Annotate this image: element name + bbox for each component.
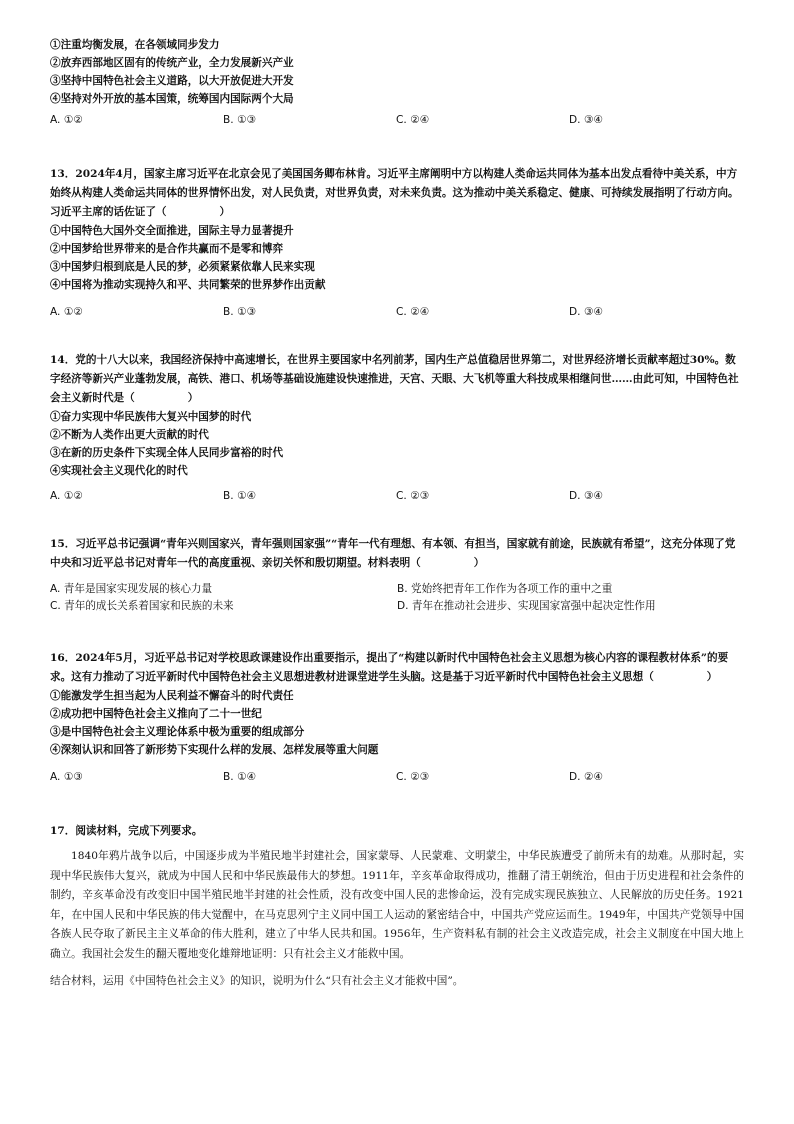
- question-14: [50, 351, 744, 505]
- q14-option-a[interactable]: A. ①②: [50, 490, 83, 502]
- q15-option-a[interactable]: A. 青年是国家实现发展的核心力量: [50, 583, 213, 595]
- q14-option-d[interactable]: D. ③④: [569, 490, 603, 502]
- q12-option-c[interactable]: C. ②④: [396, 114, 430, 126]
- q12-statement-1: ①注重均衡发展，在各领域同步发力: [50, 39, 220, 51]
- q14-statement-3: ③在新的历史条件下实现全体人民同步富裕的时代: [50, 447, 284, 459]
- q16-options: [50, 769, 744, 786]
- q16-stem: 16．2024年5月，习近平总书记对学校思政课建设作出重要指示，提出了“构建以新时代中国特色社会主义思想为核心内容的课程教材体系”的要求。这有力推动了习近平新时代中国特色社会主义思想进教材进课堂进学生头脑。这是基于习近平新时代中国特色社会主义思想（ ）: [50, 652, 729, 683]
- q15-option-c[interactable]: C. 青年的成长关系着国家和民族的未来: [50, 600, 234, 612]
- q14-options: [50, 488, 744, 505]
- question-12: [50, 36, 744, 129]
- q15-option-d[interactable]: D. 青年在推动社会进步、实现国家富强中起决定性作用: [397, 600, 656, 612]
- q12-statement-2: ②放弃西部地区固有的传统产业，全力发展新兴产业: [50, 57, 294, 69]
- q12-statement-3: ③坚持中国特色社会主义道路，以大开放促进大开发: [50, 75, 294, 87]
- question-16: [50, 649, 744, 786]
- question-13: [50, 165, 744, 321]
- q15-option-b[interactable]: B. 党始终把青年工作作为各项工作的重中之重: [397, 583, 613, 595]
- q13-stem: 13．2024年4月，国家主席习近平在北京会见了美国国务卿布林肯。习近平主席阐明中方以构建人类命运共同体为基本出发点看待中美关系，中方始终从构建人类命运共同体的世界情怀出发，对人民负责，对世界负责，对未来负责。这为推动中美关系稳定、健康、可持续发展指明了行动方向。习近平主席的话佐证了（ ）: [50, 168, 739, 218]
- q12-options: [50, 112, 744, 129]
- q17-stem: 17．阅读材料，完成下列要求。: [50, 825, 203, 837]
- exam-page: [50, 36, 744, 1096]
- q13-options: [50, 304, 744, 321]
- q13-option-b[interactable]: B. ①③: [223, 306, 256, 318]
- q16-option-d[interactable]: D. ②④: [569, 771, 603, 783]
- q14-statement-2: ②不断为人类作出更大贡献的时代: [50, 429, 209, 441]
- q12-option-b[interactable]: B. ①③: [223, 114, 256, 126]
- q14-statement-1: ①奋力实现中华民族伟大复兴中国梦的时代: [50, 411, 252, 423]
- q12-option-d[interactable]: D. ③④: [569, 114, 603, 126]
- q14-stem: 14．党的十八大以来，我国经济保持中高速增长，在世界主要国家中名列前茅，国内生产总值稳居世界第二，对世界经济增长贡献率超过30%。数字经济等新兴产业蓬勃发展，高铁、港口、机场等基础设施建设快速推进，天宫、天眼、大飞机等重大科技成果相继问世……由此可知，中国特色社会主义新时代是（ ）: [50, 354, 739, 404]
- q16-option-b[interactable]: B. ①④: [223, 771, 256, 783]
- q13-option-a[interactable]: A. ①②: [50, 306, 83, 318]
- q12-statement-4: ④坚持对外开放的基本国策，统筹国内国际两个大局: [50, 93, 294, 105]
- q16-statement-3: ③是中国特色社会主义理论体系中极为重要的组成部分: [50, 726, 305, 738]
- q16-option-c[interactable]: C. ②③: [396, 771, 430, 783]
- q12-option-a[interactable]: A. ①②: [50, 114, 83, 126]
- q16-statement-4: ④深刻认识和回答了新形势下实现什么样的发展、怎样发展等重大问题: [50, 744, 379, 756]
- q13-statement-3: ③中国梦归根到底是人民的梦，必须紧紧依靠人民来实现: [50, 261, 315, 273]
- q16-statement-2: ②成功把中国特色社会主义推向了二十一世纪: [50, 708, 262, 720]
- q14-statement-4: ④实现社会主义现代化的时代: [50, 465, 188, 477]
- question-17: [50, 822, 744, 991]
- q13-option-d[interactable]: D. ③④: [569, 306, 603, 318]
- q13-statement-1: ①中国特色大国外交全面推进，国际主导力显著提升: [50, 225, 294, 237]
- q13-option-c[interactable]: C. ②④: [396, 306, 430, 318]
- q14-option-c[interactable]: C. ②③: [396, 490, 430, 502]
- q16-option-a[interactable]: A. ①③: [50, 771, 83, 783]
- q15-options: [50, 581, 744, 615]
- q17-material: 1840年鸦片战争以后，中国逐步成为半殖民地半封建社会，国家蒙辱、人民蒙难、文明蒙尘，中华民族遭受了前所未有的劫难。从那时起，实现中华民族伟大复兴，就成为中国人民和中华民族最伟大的梦想。1911年，辛亥革命取得成功，推翻了清王朝统治，但由于历史进程和社会条件的制约，辛亥革命没有改变旧中国半殖民地半封建的社会性质，没有改变中国人民的悲惨命运，没有完成实现民族独立、人民解放的历史任务。1921年，在中国人民和中华民族的伟大觉醒中，在马克思列宁主义同中国工人运动的紧密结合中，中国共产党应运而生。1949年，中国共产党领导中国各族人民夺取了新民主主义革命的伟大胜利，建立了中华人民共和国。1956年，生产资料私有制的社会主义改造完成，社会主义制度在中国大地上确立。我国社会发生的翻天覆地变化雄辩地证明：只有社会主义才能救中国。: [50, 850, 744, 960]
- q13-statement-2: ②中国梦给世界带来的是合作共赢而不是零和博弈: [50, 243, 284, 255]
- q13-statement-4: ④中国将为推动实现持久和平、共同繁荣的世界梦作出贡献: [50, 279, 326, 291]
- q16-statement-1: ①能激发学生担当起为人民利益不懈奋斗的时代责任: [50, 690, 294, 702]
- q17-task: 结合材料，运用《中国特色社会主义》的知识，说明为什么“只有社会主义才能救中国”。: [50, 975, 464, 987]
- q14-option-b[interactable]: B. ①④: [223, 490, 256, 502]
- question-15: [50, 535, 744, 615]
- q15-stem: 15．习近平总书记强调“青年兴则国家兴，青年强则国家强”“青年一代有理想、有本领、有担当，国家就有前途，民族就有希望”，这充分体现了党中央和习近平总书记对青年一代的高度重视、亲切关怀和殷切期望。材料表明（ ）: [50, 538, 736, 569]
